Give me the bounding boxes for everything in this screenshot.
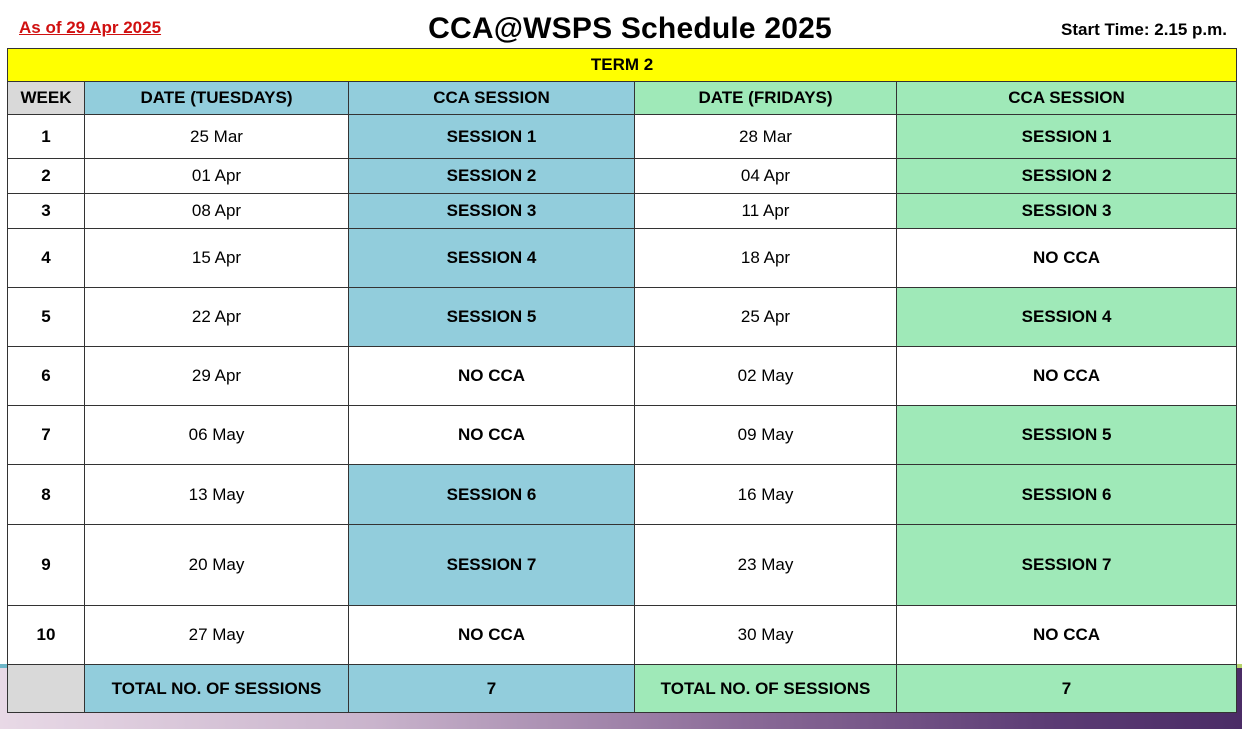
column-header-session-tuesdays: CCA SESSION — [349, 82, 635, 115]
column-header-week: WEEK — [8, 82, 85, 115]
start-time: Start Time: 2.15 p.m. — [1061, 20, 1227, 39]
totals-label-fridays: TOTAL NO. OF SESSIONS — [635, 665, 897, 713]
totals-label-tuesdays: TOTAL NO. OF SESSIONS — [85, 665, 349, 713]
tuesday-date-cell: 27 May — [85, 606, 349, 665]
term-title: TERM 2 — [8, 49, 1237, 82]
totals-row — [8, 665, 1237, 713]
tuesday-date-cell: 20 May — [85, 525, 349, 606]
week-cell: 8 — [8, 465, 85, 525]
friday-session-cell: SESSION 5 — [897, 406, 1237, 465]
week-cell: 4 — [8, 229, 85, 288]
friday-date-cell: 25 Apr — [635, 288, 897, 347]
friday-date-cell: 30 May — [635, 606, 897, 665]
friday-date-cell: 02 May — [635, 347, 897, 406]
table-row — [8, 229, 1237, 288]
tuesday-session-cell: SESSION 5 — [349, 288, 635, 347]
tuesday-session-cell: SESSION 6 — [349, 465, 635, 525]
friday-session-cell: SESSION 7 — [897, 525, 1237, 606]
friday-date-cell: 16 May — [635, 465, 897, 525]
tuesday-session-cell: NO CCA — [349, 347, 635, 406]
table-row — [8, 159, 1237, 194]
week-cell: 10 — [8, 606, 85, 665]
friday-session-cell: NO CCA — [897, 606, 1237, 665]
friday-session-cell: SESSION 2 — [897, 159, 1237, 194]
as-of-date: As of 29 Apr 2025 — [19, 18, 162, 37]
totals-value-fridays: 7 — [897, 665, 1237, 713]
friday-session-cell: NO CCA — [897, 347, 1237, 406]
friday-session-cell: NO CCA — [897, 229, 1237, 288]
table-row — [8, 406, 1237, 465]
tuesday-date-cell: 22 Apr — [85, 288, 349, 347]
tuesday-date-cell: 06 May — [85, 406, 349, 465]
week-cell: 3 — [8, 194, 85, 229]
tuesday-date-cell: 29 Apr — [85, 347, 349, 406]
week-cell: 1 — [8, 115, 85, 159]
totals-blank-cell — [8, 665, 85, 713]
tuesday-date-cell: 13 May — [85, 465, 349, 525]
tuesday-session-cell: SESSION 7 — [349, 525, 635, 606]
week-cell: 6 — [8, 347, 85, 406]
schedule-table — [7, 48, 1237, 713]
week-cell: 9 — [8, 525, 85, 606]
friday-session-cell: SESSION 6 — [897, 465, 1237, 525]
table-row — [8, 465, 1237, 525]
column-header-date-fridays: DATE (FRIDAYS) — [635, 82, 897, 115]
header-row — [8, 82, 1237, 115]
tuesday-session-cell: NO CCA — [349, 606, 635, 665]
tuesday-session-cell: SESSION 4 — [349, 229, 635, 288]
friday-date-cell: 23 May — [635, 525, 897, 606]
term-row — [8, 49, 1237, 82]
tuesday-date-cell: 15 Apr — [85, 229, 349, 288]
tuesday-date-cell: 25 Mar — [85, 115, 349, 159]
friday-session-cell: SESSION 3 — [897, 194, 1237, 229]
friday-date-cell: 18 Apr — [635, 229, 897, 288]
table-row — [8, 194, 1237, 229]
table-row — [8, 347, 1237, 406]
week-cell: 2 — [8, 159, 85, 194]
friday-date-cell: 11 Apr — [635, 194, 897, 229]
column-header-date-tuesdays: DATE (TUESDAYS) — [85, 82, 349, 115]
friday-date-cell: 04 Apr — [635, 159, 897, 194]
table-row — [8, 288, 1237, 347]
tuesday-session-cell: SESSION 2 — [349, 159, 635, 194]
table-row — [8, 115, 1237, 159]
table-row — [8, 606, 1237, 665]
tuesday-session-cell: NO CCA — [349, 406, 635, 465]
tuesday-date-cell: 01 Apr — [85, 159, 349, 194]
tuesday-session-cell: SESSION 3 — [349, 194, 635, 229]
friday-date-cell: 09 May — [635, 406, 897, 465]
page-title: CCA@WSPS Schedule 2025 — [428, 12, 832, 45]
column-header-session-fridays: CCA SESSION — [897, 82, 1237, 115]
week-cell: 7 — [8, 406, 85, 465]
friday-session-cell: SESSION 1 — [897, 115, 1237, 159]
tuesday-session-cell: SESSION 1 — [349, 115, 635, 159]
friday-date-cell: 28 Mar — [635, 115, 897, 159]
table-row — [8, 525, 1237, 606]
tuesday-date-cell: 08 Apr — [85, 194, 349, 229]
totals-value-tuesdays: 7 — [349, 665, 635, 713]
friday-session-cell: SESSION 4 — [897, 288, 1237, 347]
week-cell: 5 — [8, 288, 85, 347]
